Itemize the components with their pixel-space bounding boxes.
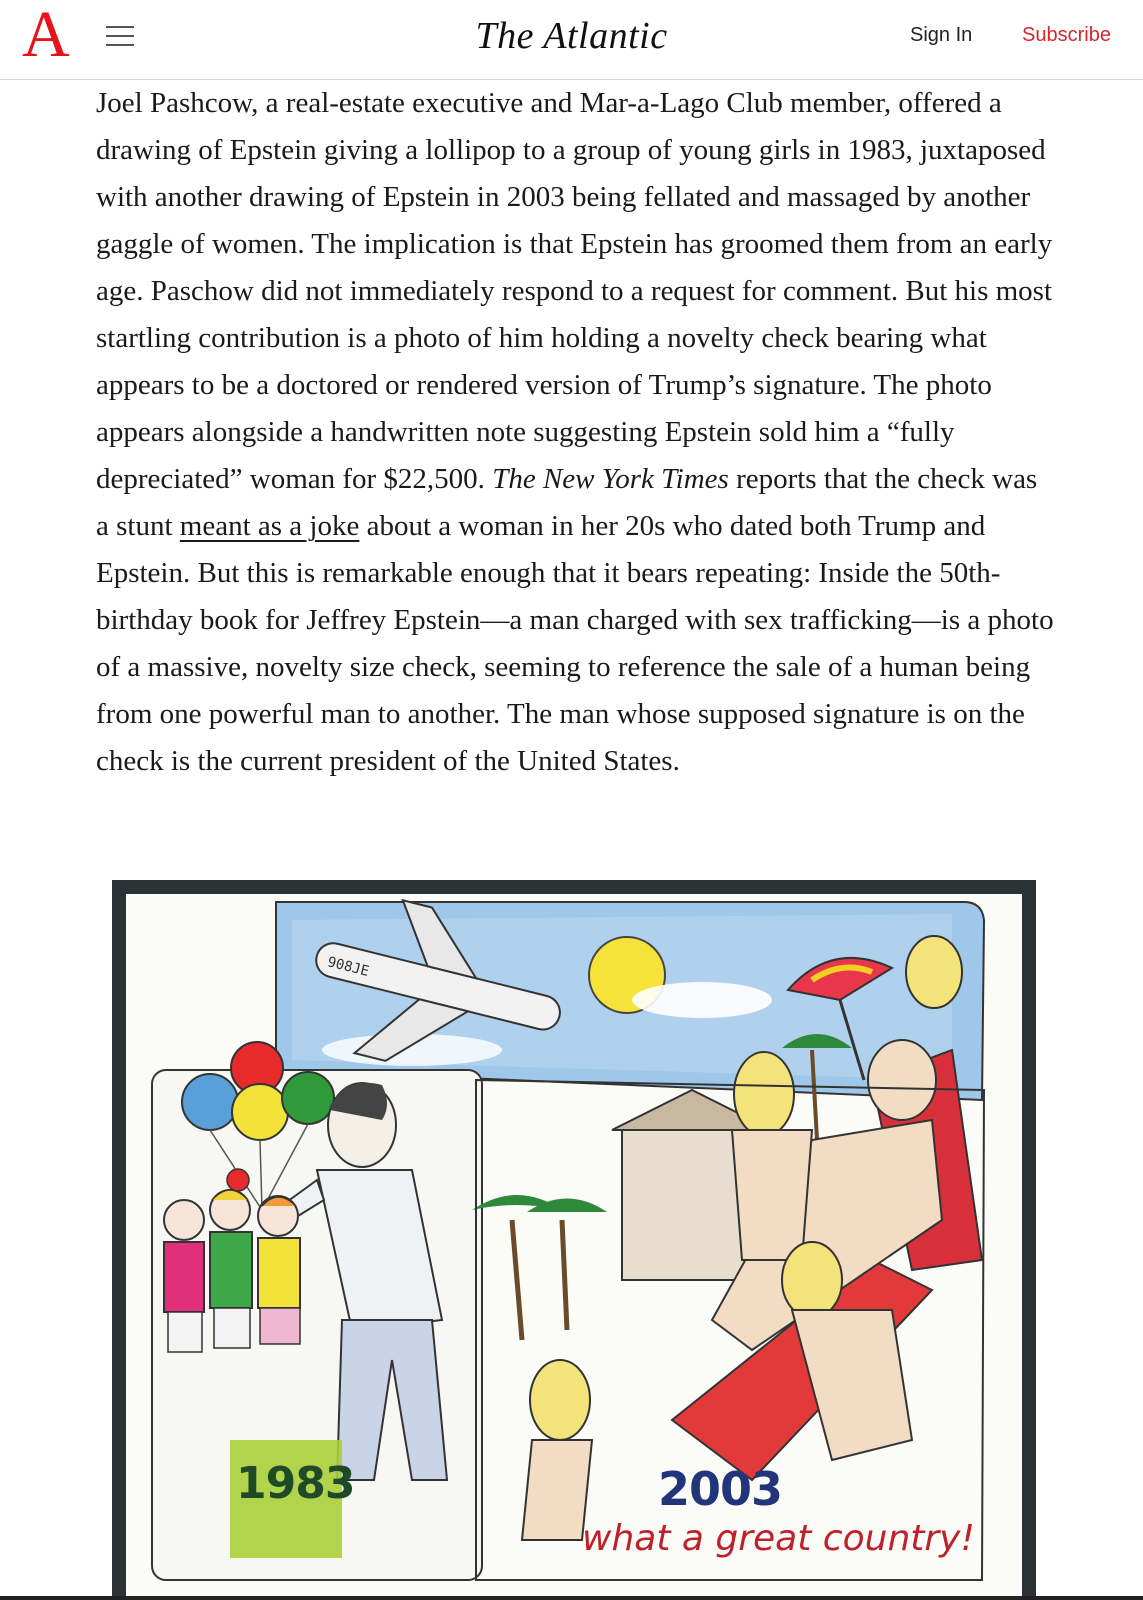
balloon [282,1072,334,1124]
joke-link[interactable]: meant as a joke [179,510,360,542]
paragraph-text: about a woman in her 20s who dated both Trump and Epstein. But this is remarkable enough that it bears repeating: Inside the 50th-birthday book for Jeffrey Epstein—a man charged with sex trafficking—is a photo of a massive, novelty size check, seeming to reference the sale of a human being from one powerful man to another. The man whose supposed signature is on the check is the current president of the United States. [96,510,1054,777]
sign-in-link[interactable]: Sign In [910,24,973,46]
svg-text:908JE: 908JE [325,954,371,980]
publication-name: The New York Times [492,463,729,495]
caption-2003: 2003 [658,1462,783,1516]
article-body [96,80,1056,785]
article-illustration [112,880,1036,1600]
subscribe-link[interactable]: Subscribe [1022,24,1111,46]
article-paragraph [96,80,1056,785]
paragraph-text: Joel Pashcow, a real-estate executive and Mar-a-Lago Club member, offered a drawing of Epstein giving a lollipop to a group of young girls in 1983, juxtaposed with another drawing of Epstein in 2003 being fellated and massaged by another gaggle of women. The implication is that Epstein has groomed them from an early age. Paschow did not immediately respond to a request for comment. But his most startling contribution is a photo of him holding a novelty check bearing what appears to be a doctored or rendered version of Trump’s signature. The photo appears alongside a handwritten note suggesting Epstein sold him a “fully depreciated” woman for $22,500. [96,87,1053,495]
paragraph-text: reports that the check was a stunt [96,463,1038,542]
site-brand[interactable]: The Atlantic [475,15,668,57]
caption-slogan: what a great country! [582,1518,975,1559]
lollipop-icon [227,1169,249,1191]
atlantic-logo[interactable]: A [22,0,70,71]
caption-1983: 1983 [236,1458,355,1509]
balloon [182,1074,238,1130]
balloon [232,1084,288,1140]
bottom-rule [0,1596,1143,1600]
site-header [0,0,1143,80]
